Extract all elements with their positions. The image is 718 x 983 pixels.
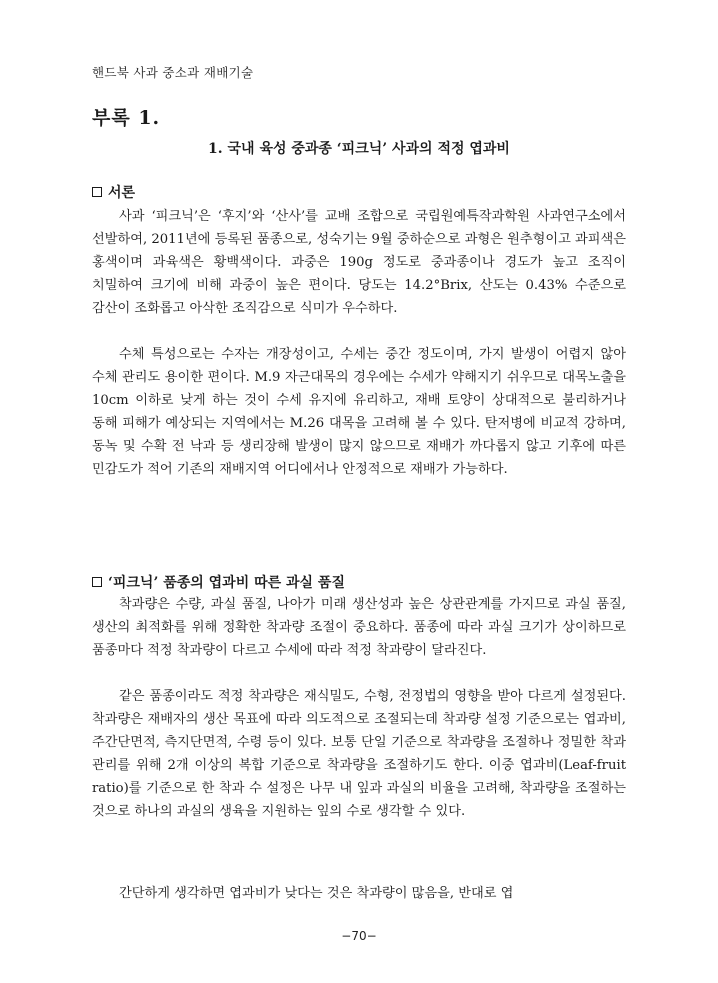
quality-paragraph-1: 착과량은 수량, 과실 품질, 나아가 미래 생산성과 높은 상관관계를 가지므로 과실 품질, 생산의 최적화를 위해 정확한 착과량 조절이 중요하다. 품종에 따라 과실 크기가 상이하므로 품종마다 적정 착과량이 다르고 수세에 따라 적정 착과량이 달라진다. [92,597,626,658]
running-header: 핸드북 사과 중소과 재배기술 [92,65,254,80]
page-number: −70− [341,929,377,943]
quality-paragraph-3: 간단하게 생각하면 엽과비가 낮다는 것은 착과량이 많음을, 반대로 엽 [119,886,514,901]
intro-paragraph-2: 수체 특성으로는 수자는 개장성이고, 수세는 중간 정도이며, 가지 발생이 어렵지 않아 수체 관리도 용이한 편이다. M.9 자근대목의 경우에는 수세가 약해지기 쉬우므로 대목노출을 10cm 이하로 낮게 하는 것이 수세 유지에 유리하고, 재배 토양이 상대적으로 불리하거나 동해 피해가 예상되는 지역에서는 M.26 대목을 고려해 볼 수 있다. 탄저병에 비교적 강하며, 동녹 및 수확 전 낙과 등 생리장해 발생이 많지 않으므로 재배가 까다롭지 않고 기후에 따른 민감도가 적어 기존의 재배지역 어디에서나 안정적으로 재배가 가능하다. [92,347,626,477]
intro-paragraph-1: 사과 ‘피크닉’은 ‘후지’와 ‘산사’를 교배 조합으로 국립원예특작과학원 사과연구소에서 선발하여, 2011년에 등록된 품종으로, 성숙기는 9월 중하순으로 과형은 원추형이고 과피색은 홍색이며 과육색은 황백색이다. 과중은 190g 정도로 중과종이나 경도가 높고 조직이 치밀하여 크기에 비해 과중이 높은 편이다. 당도는 14.2°Brix, 산도는 0.43% 수준으로 감산이 조화롭고 아삭한 조직감으로 식미가 우수하다. [92,209,626,316]
section-heading-intro [92,182,135,202]
square-bullet-icon [92,577,102,587]
quality-paragraph-2: 같은 품종이라도 적정 착과량은 재식밀도, 수형, 전정법의 영향을 받아 다르게 설정된다. 착과량은 재배자의 생산 목표에 따라 의도적으로 조절되는데 착과량 설정 기준으로는 엽과비, 주간단면적, 측지단면적, 수령 등이 있다. 보통 단일 기준으로 착과량을 조절하나 정밀한 착과 관리를 위해 2개 이상의 복합 기준으로 착과량을 조절하기도 한다. 이중 엽과비(Leaf-fruit ratio)를 기준으로 한 착과 수 설정은 나무 내 잎과 과실의 비율을 고려해, 착과량을 조절하는 것으로 하나의 과실의 생육을 지원하는 잎의 수로 생각할 수 있다. [92,689,626,819]
appendix-title: 부록 1. [92,107,161,129]
section-heading-fruit-quality [92,572,345,592]
section-heading-text: 서론 [108,185,136,201]
document-title: 1. 국내 육성 중과종 ‘피크닉’ 사과의 적정 엽과비 [208,141,510,157]
section-heading-text: ‘피크닉’ 품종의 엽과비 따른 과실 품질 [108,575,345,591]
square-bullet-icon [92,187,102,197]
